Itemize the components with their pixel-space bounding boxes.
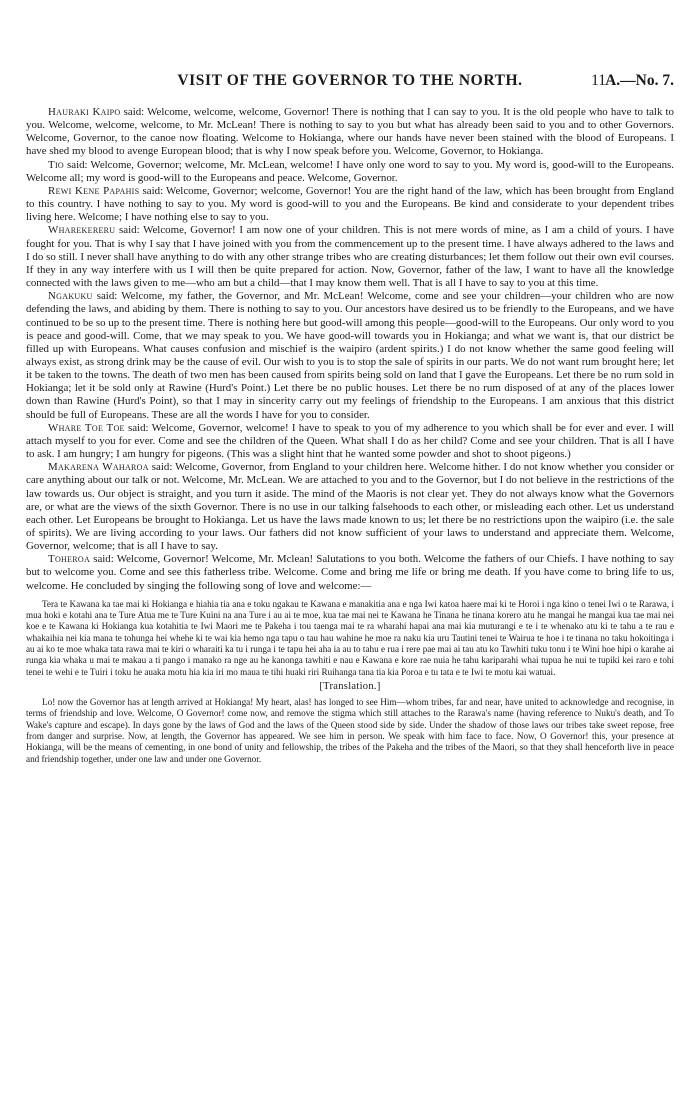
- speech-paragraph: [26, 290, 674, 422]
- speaker-name: Wharekereru: [48, 224, 116, 237]
- speech-text: said: Welcome, welcome, welcome, Governor! There is nothing that I can say to you. It is the old people who have to talk to you. Welcome, welcome, welcome, to Mr. McLean! There is nothing to say to you but what has already been said to you and to other Governors. Welcome, Governor, to the canoe now floating. Welcome to Hokianga, where our hands have never been stained with the blood of Europeans. I have shed my blood to avenge European blood; that is why I now speak before you. Welcome, Governor, to Hokianga.: [26, 106, 674, 158]
- speech-paragraph: [26, 185, 674, 224]
- speaker-name: Rewi Kene Papahis: [48, 184, 140, 197]
- speaker-name: Tio: [48, 158, 64, 171]
- translation-text: Lo! now the Governor has at length arrived at Hokianga! My heart, alas! has longed to see Him—whom tribes, far and near, have united to acknowledge and recognise, in terms of friendship and love. Welcome, O Governor! come now, and remove the stigma which still attaches to the Rarawa's name (having reference to Nuku's death, and To Wake's capture and escape). In days gone by the laws of God and the laws of the Queen stood side by side. Under the shadow of those laws our tribes take sweet repose, free from danger and surprise. Now, at length, the Governor has appeared. We see him in person. We speak with him face to face. Now, O Governor! this, your presence at Hokianga, will be the means of cementing, in one bond of unity and fellowship, the tribes of the Pakeha and the tribes of the Maori, so that they shall henceforth live in peace and friendship together, under one law and under one Governor.: [26, 696, 674, 764]
- document-reference: A.—No. 7.: [605, 72, 674, 89]
- speech-paragraph: [26, 106, 674, 159]
- speeches: [26, 106, 674, 593]
- speaker-name: Ngakuku: [48, 290, 93, 303]
- song-text: Tera te Kawana ka tae mai ki Hokianga e hiahia tia ana e toku ngakau te Kawana e manakitia ana e nga Iwi katoa haere mai ki te Horoi i nga kino o tenei Iwi o te Rarawa, i mua hoki e kotahi ana te Ture Atua me te Ture Kuini na ana Ture i au ai te moe, kua tae mai nei te Kawana he Tinana he tinana korero atu he mangai he mangai kua tae mai nei koe e te Kawana ki Hokianga kua kotahitia te Iwi Maori me te Pakeha i tou taenga mai te ra wharahi hapai ana mai kia muturangi e te i te whenako atu ki te tahu a te rau e whakaihia nei kia mana te tohunga hei whehe ki te wai kia hemo nga tapu o tau hau wahine he moe ra naku kia uru Tautini tenei te Wairua te hoe i te tinana no taku hokoitinga i au ai ko te moe whaka tata rawa mai te kiri o wharaiti ka tu i runga i te tapu hei aha ia au to tahu e rua i rere pae mai ai tau atu ko Tawhiti tuku tonu i te Wini hoe hipi o karahe ai runga kia whaka u mai te makau a ti pango i manako ra nge au he kanonga tawhiti e nau e Kawana e kore rae nuia he tahu kariparahi whai tupua he nui te tupiki kei raro e tohi tenei te wehi e te Tuiri i toku he auaka motu hia kia iri mo maua te tihi huaki riri Ruihanga tana tia kia Poroa e tu tata e te Iwi te motu kai watuai.: [26, 598, 674, 677]
- page-header: [26, 70, 674, 94]
- translation-heading: [Translation.]: [319, 680, 381, 692]
- speech-paragraph: [26, 159, 674, 185]
- speaker-name: Whare Toe Toe: [48, 421, 125, 434]
- page-number: 11: [591, 72, 606, 89]
- maori-song: [26, 599, 674, 678]
- speech-text: said: Welcome, Governor; welcome, Governor! You are the right hand of the law, which has been brought from England to this country. I have nothing to say to you. My word is good-will to you and the Europeans. Be kind and considerate to your dependent tribes living here. Welcome; I have nothing else to say to you.: [26, 184, 674, 224]
- speaker-name: Hauraki Kaipo: [48, 106, 121, 118]
- speech-text: said: Welcome, Governor! I am now one of your children. This is not mere words of mine, as I am a child of yours. I have fought for you. That is why I say that I have joined with you from the commencement up to the present time. I have always adhered to the laws and I do so still. I never shall have anything to do with any other strange tribes who are creating disturbances; let them follow out their own evil courses. If they in any way interfere with us I will then be quite prepared for action. Now, Governor, father of the law, I want to have all the knowledge connected with the laws given to me—who am but a child—that I may know them well. That is all I have to say to you at this time.: [26, 224, 674, 290]
- speech-text: said: Welcome, Governor! Welcome, Mr. Mclean! Salutations to you both. Welcome the fathers of our Chiefs. I have nothing to say but to welcome you. Come and see this fatherless tribe. Welcome. Come and bring me life or bring me death. If you have come to bring life to us, welcome. He concluded by singing the following song of love and welcome:—: [26, 553, 674, 592]
- speech-text: said: Welcome, my father, the Governor, and Mr. McLean! Welcome, come and see your children—your children who are now defending the laws, and abiding by them. There is nothing to say to you. Our ancestors have desired us to be friendly to the Europeans, and we have continued to be so up to the present time. There is nothing here but good-will among this people—good-will to the Europeans. Our only word to you is peace and good-will. Come, that we may speak to you. We have good-will towards you in Hokianga; and what we want is, that our district be filled up with Europeans. What causes confusion and mischief is the waipiro (ardent spirits.) I do not know whether the same good feeling will always exist, as strong drink may be the cause of evil. Our wish to you is to stop the sale of spirits in our parts. We do not want rum brought here; let it be taken to the towns. The death of two men has been caused from spirits being sold on land that I gave the Europeans. Let there be no rum sold in Hokianga; let it be sold only at Rawine (Hurd's Point.) Let there be no public houses. Let there be no rum disposed of at any of the places lower down than Rawine (Hurd's Point), so that I may in sincerity carry out my feelings of friendship to the Europeans. I am anxious that this district should be full of Europeans. These are all the words I have for you to consider.: [26, 290, 674, 421]
- speech-paragraph: [26, 224, 674, 290]
- speech-paragraph: [26, 461, 674, 553]
- speech-text: said: Welcome, Governor, from England to your children here. Welcome hither. I do not know whether you consider or care anything about our talk or not. Welcome, Mr. McLean. We are attached to you and to the Governor, but I do not believe in the restrictions of the law towards us. Our object is straight, and you turn it aside. The mind of the Maoris is not clear yet. They do not always know what the Governors are, or what are the views of the sixth Governor. There is no use in our talking falsehoods to each other, or misleading each other. Let us understand each other. Let Europeans be brought to Hokianga. Let us have the laws made known to us; let there be no restrictions upon the waipiro (i.e. the sale of spirits). We are living according to your laws. Our fathers did not know sufficient of your laws to understand and appreciate them. Welcome, Governor, welcome; that is all I have to say.: [26, 461, 674, 553]
- speech-paragraph: [26, 422, 674, 461]
- speaker-name: Makarena Waharoa: [48, 461, 149, 474]
- speaker-name: Toheroa: [48, 553, 91, 566]
- translation: [26, 697, 674, 765]
- speech-paragraph: [26, 553, 674, 592]
- speech-text: said: Welcome, Governor; welcome, Mr. McLean, welcome! I have only one word to say to you. My word is, good-will to the Europeans. Welcome all; my word is good-will to the Europeans and peace. Welcome, Governor.: [26, 158, 674, 184]
- speech-text: said: Welcome, Governor, welcome! I have to speak to you of my adherence to you which shall be for ever and ever. I will attach myself to you for ever. Come and see the children of the Queen. What shall I do as her child? Come and see your children. That is all I have to ask. I am hungry; I am hungry for pigeons. (This was a slight hint that he wanted some powder and shot to shoot pigeons.): [26, 421, 674, 461]
- page-title: VISIT OF THE GOVERNOR TO THE NORTH.: [177, 72, 523, 89]
